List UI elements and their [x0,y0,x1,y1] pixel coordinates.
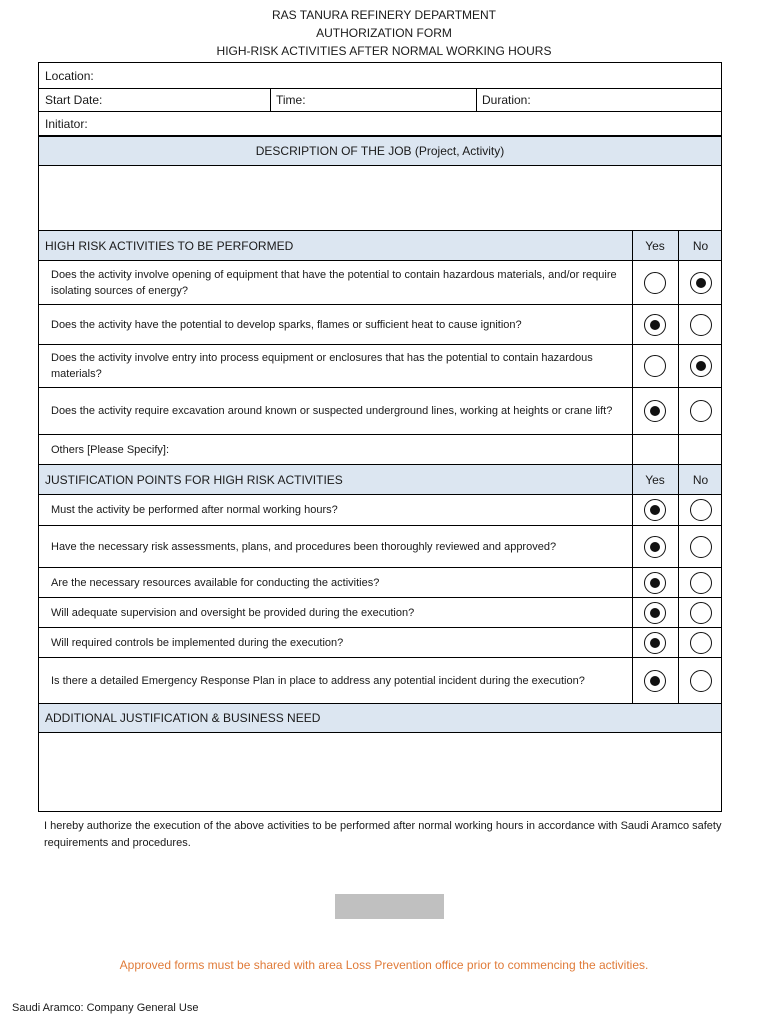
authorization-statement: I hereby authorize the execution of the above activities to be performed after normal working hours in accordance with Saudi Aramco safety requirements and procedures. [44,820,722,849]
question-row [38,387,722,435]
yes-option[interactable] [632,345,678,387]
description-title: DESCRIPTION OF THE JOB (Project, Activity) [255,144,505,158]
question-text: Will required controls be implemented during the execution? [51,636,344,649]
yes-radio[interactable] [644,314,666,336]
signature-button[interactable] [335,894,444,919]
yes-radio[interactable] [644,536,666,558]
question-row [38,304,722,345]
time-label[interactable]: Time: [276,93,306,107]
yes-radio[interactable] [644,572,666,594]
location-row[interactable] [38,62,722,89]
radio-dot [650,542,660,552]
high-risk-header [38,230,722,261]
yes-radio[interactable] [644,499,666,521]
yes-option[interactable] [632,526,678,567]
no-radio[interactable] [690,632,712,654]
justification-header [38,464,722,495]
department-title: RAS TANURA REFINERY DEPARTMENT [271,8,497,22]
no-option[interactable] [678,568,723,597]
no-radio[interactable] [690,314,712,336]
question-row [38,627,722,658]
location-label: Location: [45,68,94,83]
radio-dot [650,608,660,618]
question-row [38,494,722,526]
no-option[interactable] [678,388,723,434]
question-text: Does the activity have the potential to develop sparks, flames or sufficient heat to cause ignition? [51,318,522,331]
radio-dot [650,638,660,648]
yes-radio[interactable] [644,602,666,624]
yes-radio[interactable] [644,632,666,654]
yes-column-header: Yes [645,472,665,487]
yes-option[interactable] [632,261,678,304]
no-option[interactable] [678,658,723,703]
yes-option[interactable] [632,658,678,703]
no-radio[interactable] [690,499,712,521]
radio-dot [650,505,660,515]
no-radio[interactable] [690,355,712,377]
no-option[interactable] [678,305,723,344]
no-radio[interactable] [690,272,712,294]
form-title: AUTHORIZATION FORM [316,26,452,40]
no-option[interactable] [678,628,723,657]
no-option[interactable] [678,495,723,525]
no-option[interactable] [678,261,723,304]
question-row [38,657,722,704]
additional-input-area[interactable] [38,732,722,812]
yes-option[interactable] [632,305,678,344]
additional-header [38,703,722,733]
duration-label[interactable]: Duration: [482,93,531,107]
no-column-header: No [692,238,709,253]
initiator-row[interactable] [38,111,722,136]
divider [632,435,633,464]
yes-option[interactable] [632,495,678,525]
yes-option[interactable] [632,568,678,597]
yes-option[interactable] [632,388,678,434]
high-risk-title: HIGH RISK ACTIVITIES TO BE PERFORMED [45,238,294,253]
no-option[interactable] [678,598,723,627]
no-radio[interactable] [690,602,712,624]
no-option[interactable] [678,526,723,567]
initiator-label: Initiator: [45,116,88,131]
yes-radio[interactable] [644,272,666,294]
others-row[interactable] [38,434,722,465]
classification-footer: Saudi Aramco: Company General Use [12,1002,199,1014]
yes-option[interactable] [632,598,678,627]
schedule-row [38,88,722,112]
justification-title: JUSTIFICATION POINTS FOR HIGH RISK ACTIVITIES [45,472,343,487]
yes-radio[interactable] [644,400,666,422]
question-text: Does the activity require excavation around known or suspected underground lines, working at heights or crane lift? [51,405,613,417]
no-radio[interactable] [690,536,712,558]
no-radio[interactable] [690,400,712,422]
question-row [38,260,722,305]
radio-dot [650,406,660,416]
no-radio[interactable] [690,572,712,594]
question-text: Will adequate supervision and oversight be provided during the execution? [51,606,415,619]
start-date-label[interactable]: Start Date: [45,93,103,107]
form-subtitle: HIGH-RISK ACTIVITIES AFTER NORMAL WORKING HOURS [216,44,552,58]
question-text: Does the activity involve opening of equipment that have the potential to contain hazardous materials, and/or require isolating sources of energy? [51,268,617,297]
no-option[interactable] [678,345,723,387]
question-text: Have the necessary risk assessments, plans, and procedures been thoroughly reviewed and approved? [51,540,557,553]
question-text: Must the activity be performed after normal working hours? [51,504,338,516]
additional-title: ADDITIONAL JUSTIFICATION & BUSINESS NEED [45,711,321,725]
yes-radio[interactable] [644,355,666,377]
description-header [38,136,722,166]
radio-dot [650,676,660,686]
question-row [38,344,722,388]
radio-dot [696,278,706,288]
yes-option[interactable] [632,628,678,657]
radio-dot [650,320,660,330]
question-row [38,597,722,628]
radio-dot [696,361,706,371]
others-label: Others [Please Specify]: [51,443,169,456]
question-text: Is there a detailed Emergency Response Plan in place to address any potential incident during the execution? [51,674,585,687]
no-column-header: No [692,472,709,487]
question-text: Are the necessary resources available for conducting the activities? [51,576,380,589]
approval-note: Approved forms must be shared with area Loss Prevention office prior to commencing the activities. [119,958,649,972]
yes-radio[interactable] [644,670,666,692]
divider [678,435,679,464]
description-input-area[interactable] [38,165,722,231]
radio-dot [650,578,660,588]
no-radio[interactable] [690,670,712,692]
question-row [38,567,722,598]
yes-column-header: Yes [645,238,665,253]
form-header [0,6,768,60]
question-row [38,525,722,568]
question-text: Does the activity involve entry into process equipment or enclosures that has the potential to contain hazardous materials? [51,352,593,380]
